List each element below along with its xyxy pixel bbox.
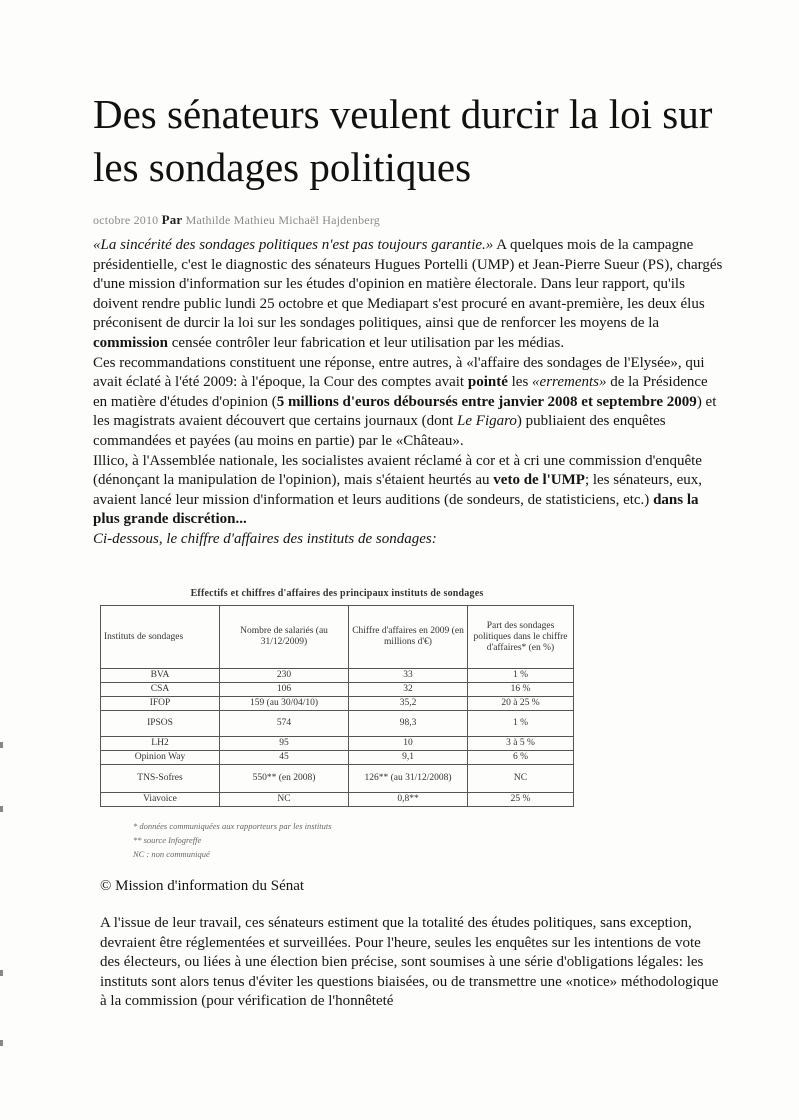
p3-text-b: ; les sénateurs, eux, avaient lancé leur mission d'information et leurs auditions (de sondeurs, de statisticiens, etc.) — [93, 472, 702, 508]
institutes-table — [100, 605, 574, 807]
scan-mark — [0, 742, 3, 748]
cell-institut: Viavoice — [101, 793, 220, 807]
cell-part: 1 % — [468, 711, 574, 737]
cell-part: 3 à 5 % — [468, 737, 574, 751]
cell-salaries: 95 — [220, 737, 349, 751]
cell-institut: IFOP — [101, 697, 220, 711]
scan-mark — [0, 806, 3, 812]
cell-chiffre: 35,2 — [349, 697, 468, 711]
footnote: NC : non communiqué — [133, 849, 210, 859]
header-salaries: Nombre de salariés (au 31/12/2009) — [220, 606, 349, 669]
pointe-link[interactable]: pointé — [467, 374, 508, 391]
table-row — [101, 737, 574, 751]
header-part: Part des sondages politiques dans le chiffre d'affaires* (en %) — [468, 606, 574, 669]
paragraph-5: A l'issue de leur travail, ces sénateurs estiment que la totalité des études politiques, sans exception, devraient être réglementées et surveillées. Pour l'heure, seules les enquêtes sur les intentions de vote des électeurs, ou liées à une élection bien précise, sont soumises à une série d'obligations légales: les instituts sont alors tenus d'éviter les questions biaisées, ou de transmettre une «notice» méthodologique à la commission (pour vérification de l'honnêteté — [100, 915, 719, 1010]
p3-text-a: Illico, à l'Assemblée nationale, les socialistes avaient réclamé à cor et à cri une commission d'enquête (dénonçant la manipulation de l'opinion), mais s'étaient heurtés au — [93, 452, 702, 489]
table-row — [101, 793, 574, 807]
table-row — [101, 765, 574, 793]
p2-text-d: ) et les magistrats avaient découvert que certains journaux (dont — [93, 393, 717, 430]
cell-chiffre: 126** (au 31/12/2008) — [349, 765, 468, 793]
commission-link[interactable]: commission — [93, 334, 168, 351]
footnote: * données communiquées aux rapporteurs par les instituts — [133, 821, 332, 831]
cell-salaries: 45 — [220, 751, 349, 765]
table-title: Effectifs et chiffres d'affaires des principaux instituts de sondages — [190, 588, 484, 599]
table-footnotes — [133, 819, 453, 861]
table-row — [101, 683, 574, 697]
veto-ump-link[interactable]: veto de l'UMP — [493, 472, 585, 489]
cell-salaries: 159 (au 30/04/10) — [220, 697, 349, 711]
table-row — [101, 669, 574, 683]
table-row — [101, 697, 574, 711]
byline-date: octobre 2010 — [93, 213, 159, 227]
header-chiffre: Chiffre d'affaires en 2009 (en millions d'€) — [349, 606, 468, 669]
lead-quote: «La sincérité des sondages politiques n'est pas toujours garantie.» — [93, 237, 494, 253]
cell-part: 16 % — [468, 683, 574, 697]
cell-salaries: 550** (en 2008) — [220, 765, 349, 793]
cell-part: 1 % — [468, 669, 574, 683]
cell-chiffre: 33 — [349, 669, 468, 683]
p1-text-b: censée contrôler leur fabrication et leur utilisation par les médias. — [168, 334, 565, 351]
cell-salaries: NC — [220, 793, 349, 807]
p1-text-a: A quelques mois de la campagne présidentielle, c'est le diagnostic des sénateurs Hugues Portelli (UMP) et Jean-Pierre Sueur (PS), chargés d'une mission d'information sur les études d'opinion en matière électorale. Dans leur rapport, qu'ils doivent rendre public lundi 25 octobre et que Mediapart s'est procuré en avant-première, les deux élus préconisent de durcir la loi sur les sondages politiques, ainsi que de renforcer les moyens de la — [93, 237, 723, 332]
cell-institut: LH2 — [101, 737, 220, 751]
paragraph-1 — [93, 236, 723, 354]
p2-text-b: les — [507, 374, 533, 391]
scan-mark — [0, 1040, 3, 1046]
cell-salaries: 106 — [220, 683, 349, 697]
p2-text-c: de la Présidence en matière d'études d'opinion ( — [93, 374, 708, 410]
p2-text-e: ) publiaient des enquêtes commandées et payées (au moins en partie) par le «Château». — [93, 413, 666, 449]
cell-salaries: 230 — [220, 669, 349, 683]
table-row — [101, 711, 574, 737]
scan-mark — [0, 970, 3, 976]
cell-part: NC — [468, 765, 574, 793]
byline — [93, 212, 713, 228]
byline-authors: Mathilde Mathieu Michaël Hajdenberg — [185, 213, 380, 227]
table-header-row — [101, 606, 574, 669]
cell-chiffre: 98,3 — [349, 711, 468, 737]
article-body — [93, 236, 723, 550]
cell-institut: CSA — [101, 683, 220, 697]
byline-par: Par — [161, 212, 183, 227]
errements-quote: «errements» — [532, 374, 607, 391]
cell-salaries: 574 — [220, 711, 349, 737]
paragraph-3 — [93, 452, 723, 530]
table-row — [101, 751, 574, 765]
paragraph-2 — [93, 354, 723, 452]
cell-chiffre: 32 — [349, 683, 468, 697]
article-body-continued — [100, 914, 720, 1012]
table-intro: Ci-dessous, le chiffre d'affaires des instituts de sondages: — [93, 530, 437, 547]
cell-institut: TNS-Sofres — [101, 765, 220, 793]
p2-text-a: Ces recommandations constituent une réponse, entre autres, à «l'affaire des sondages de l'Elysée», qui avait éclaté à l'été 2009: à l'époque, la Cour des comptes avait — [93, 354, 705, 391]
cell-part: 6 % — [468, 751, 574, 765]
cell-part: 25 % — [468, 793, 574, 807]
institutes-table-figure — [100, 588, 574, 807]
cell-chiffre: 0,8** — [349, 793, 468, 807]
cell-part: 20 à 25 % — [468, 697, 574, 711]
discretion-link[interactable]: dans la plus grande discrétion... — [93, 491, 699, 528]
le-figaro: Le Figaro — [457, 413, 517, 430]
header-institut: Instituts de sondages — [101, 606, 220, 669]
cell-institut: IPSOS — [101, 711, 220, 737]
cell-institut: Opinion Way — [101, 751, 220, 765]
headline: Des sénateurs veulent durcir la loi sur les sondages politiques — [93, 91, 713, 190]
cell-chiffre: 9,1 — [349, 751, 468, 765]
image-credit: © Mission d'information du Sénat — [100, 878, 305, 894]
footnote: ** source Infogreffe — [133, 835, 202, 845]
millions-link[interactable]: 5 millions d'euros déboursés entre janvier 2008 et septembre 2009 — [276, 393, 697, 410]
cell-chiffre: 10 — [349, 737, 468, 751]
cell-institut: BVA — [101, 669, 220, 683]
